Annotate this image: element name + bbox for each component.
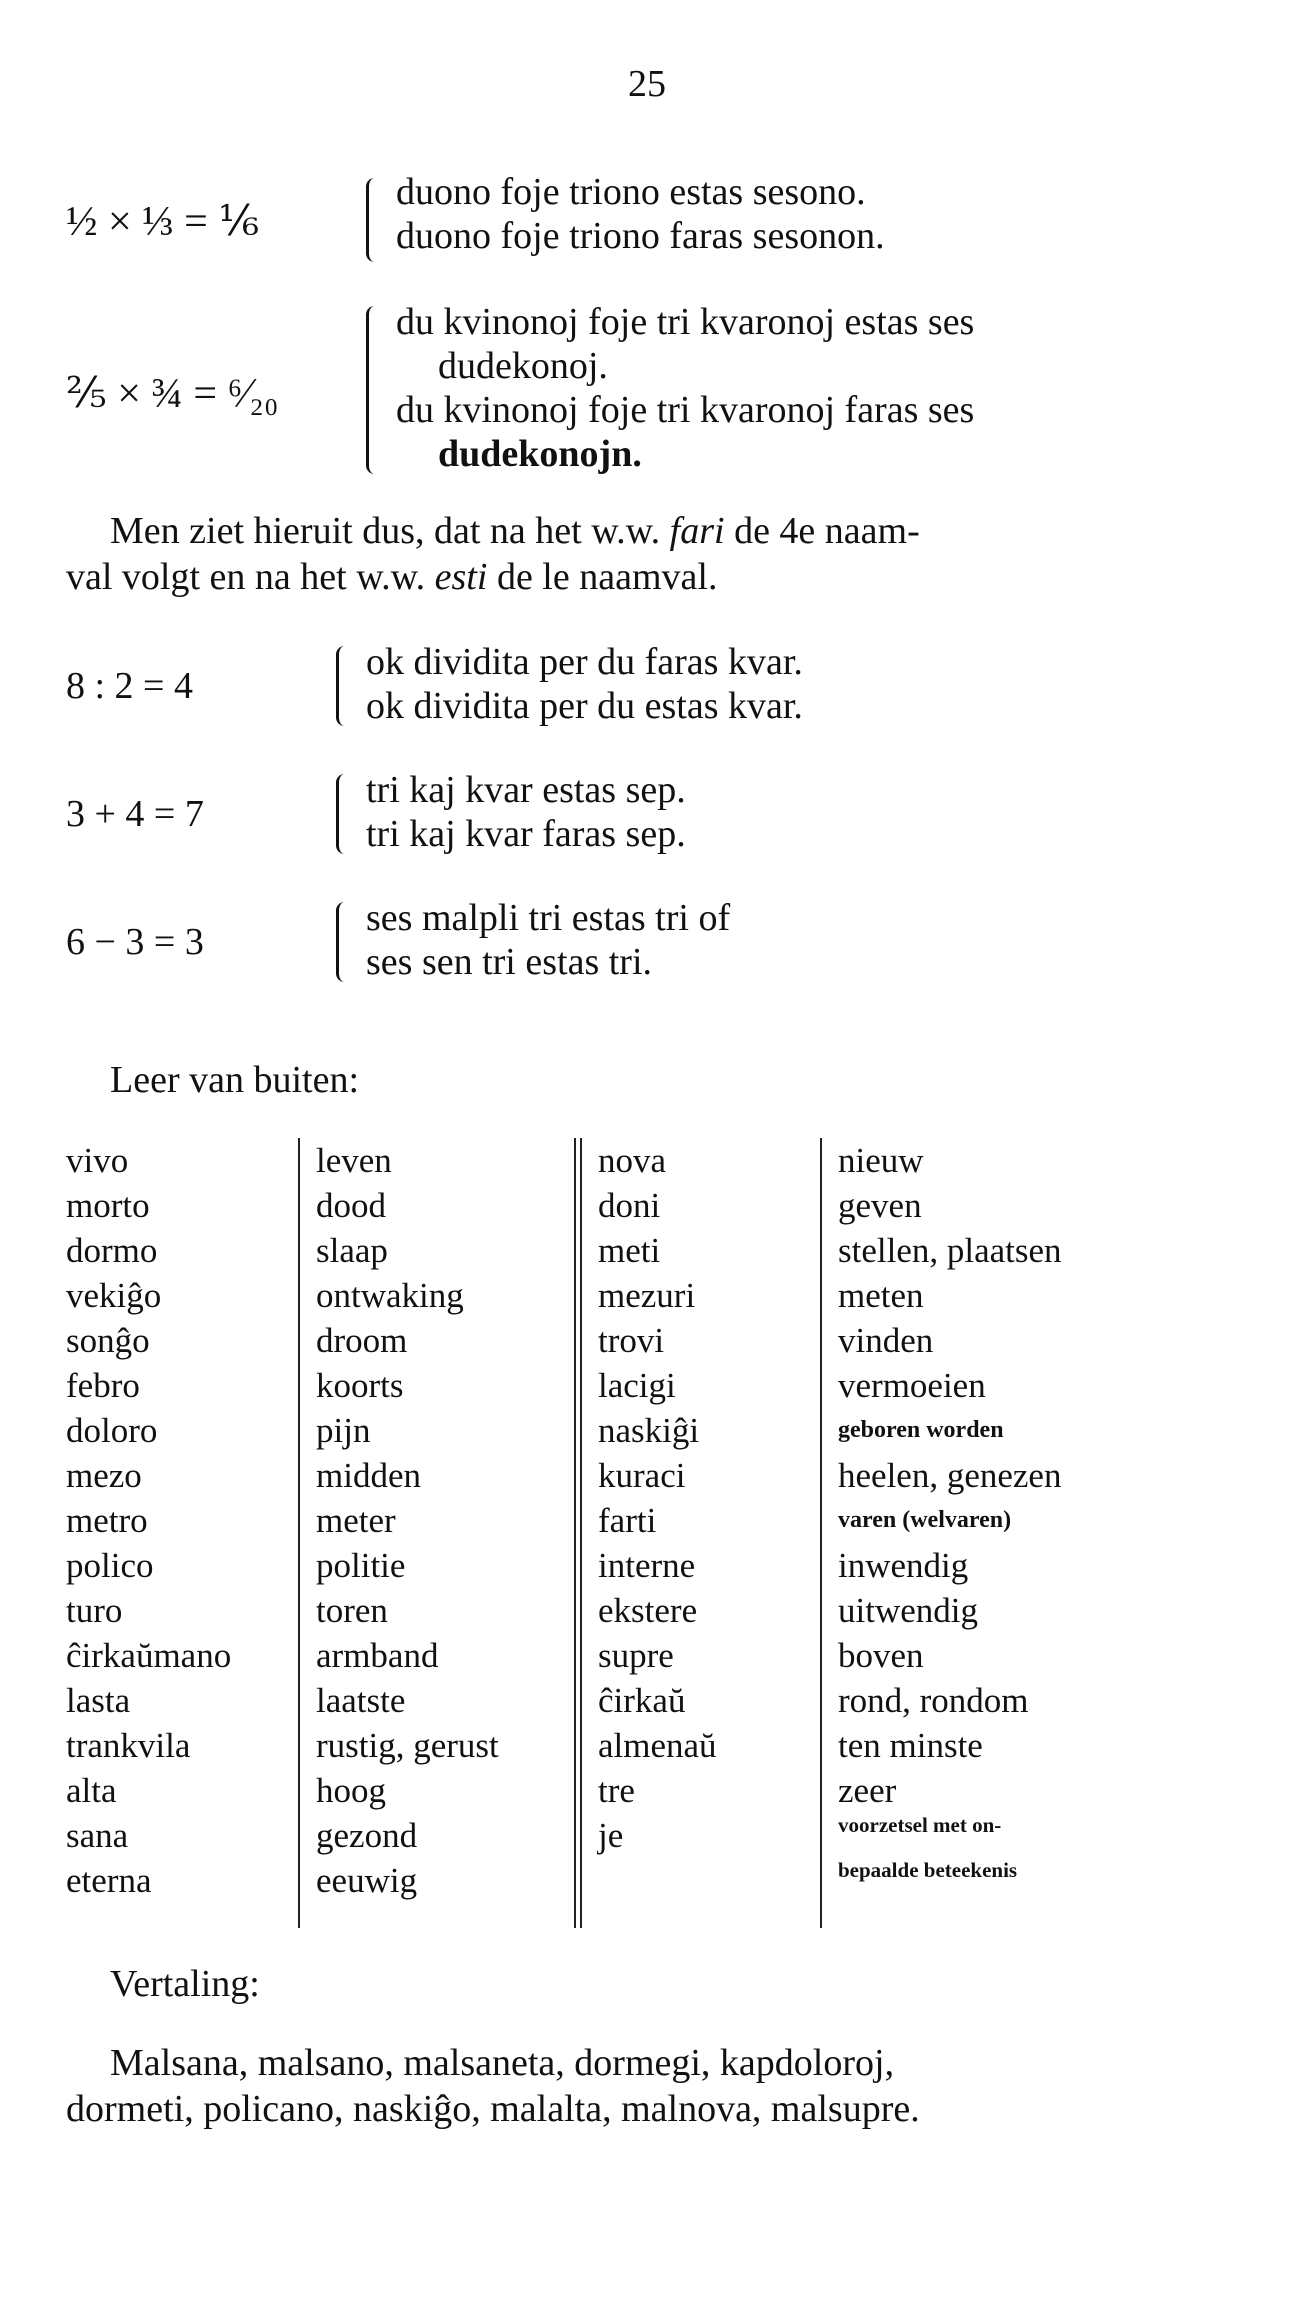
vocab-translation: pijn xyxy=(316,1411,371,1450)
vocab-word: ĉirkaŭmano xyxy=(66,1636,232,1675)
vocab-translation: slaap xyxy=(316,1231,388,1270)
vocab-word: doni xyxy=(598,1186,661,1225)
vocab-word: polico xyxy=(66,1546,154,1585)
equation-line: du kvinonoj foje tri kvaronoj estas ses xyxy=(396,301,975,343)
vocab-word: farti xyxy=(598,1501,657,1540)
vocab-translation: gezond xyxy=(316,1816,418,1855)
equation-line: duono foje triono estas sesono. xyxy=(396,171,866,213)
equation-block-5 xyxy=(66,896,1246,996)
equation-line: duono foje triono faras sesonon. xyxy=(396,215,885,257)
equation-lhs: 3 + 4 = 7 xyxy=(66,793,204,835)
vocab-translation: geboren worden xyxy=(838,1417,1004,1443)
column-divider xyxy=(580,1138,582,1928)
vocab-translation: heelen, genezen xyxy=(838,1456,1062,1495)
translation-heading: Vertaling: xyxy=(110,1963,260,2005)
vocab-word: meti xyxy=(598,1231,661,1270)
vocab-translation: hoog xyxy=(316,1771,386,1810)
vocab-column-dutch-2 xyxy=(838,1138,1258,1882)
vocab-word: alta xyxy=(66,1771,117,1810)
vocab-translation: koorts xyxy=(316,1366,404,1405)
vocab-translation: inwendig xyxy=(838,1546,969,1585)
vocab-word: supre xyxy=(598,1636,674,1675)
vocab-translation: laatste xyxy=(316,1681,406,1720)
vocab-word: trankvila xyxy=(66,1726,191,1765)
equation-lines xyxy=(396,170,885,258)
brace xyxy=(366,178,383,262)
vocab-word: lasta xyxy=(66,1681,131,1720)
equation-lhs: ⅖ × ¾ = ⁶⁄₂₀ xyxy=(66,371,279,417)
equation-line: tri kaj kvar estas sep. xyxy=(366,769,686,811)
paragraph-line-2 xyxy=(66,554,1246,600)
vocab-word: tre xyxy=(598,1771,635,1810)
vocab-word: mezuri xyxy=(598,1276,696,1315)
vocab-translation-line: voorzetsel met on- xyxy=(838,1813,1002,1837)
vocab-word: morto xyxy=(66,1186,150,1225)
vocab-translation: rond, rondom xyxy=(838,1681,1029,1720)
vocab-translation: toren xyxy=(316,1591,388,1630)
vocab-word: naskiĝi xyxy=(598,1411,700,1450)
vocab-translation: boven xyxy=(838,1636,924,1675)
vocab-word: trovi xyxy=(598,1321,665,1360)
vocab-word: metro xyxy=(66,1501,148,1540)
text: de le naamval. xyxy=(487,556,718,598)
equation-line: dudekonoj. xyxy=(438,345,608,387)
vocab-word: doloro xyxy=(66,1411,158,1450)
translation-exercise xyxy=(66,2040,1246,2132)
emphasis: fari xyxy=(669,510,725,552)
vocab-column-esperanto-2 xyxy=(598,1138,838,1858)
vocab-translation-line: bepaalde beteekenis xyxy=(838,1858,1018,1882)
vocab-translation: varen (welvaren) xyxy=(838,1507,1012,1533)
vocab-word: sonĝo xyxy=(66,1321,150,1360)
equation-line: tri kaj kvar faras sep. xyxy=(366,813,686,855)
vocab-translation: meter xyxy=(316,1501,396,1540)
translation-line: dormeti, policano, naskiĝo, malalta, malnova, malsupre. xyxy=(66,2088,920,2130)
vocab-word: interne xyxy=(598,1546,696,1585)
vocab-word: almenaŭ xyxy=(598,1726,717,1765)
vocab-word: kuraci xyxy=(598,1456,686,1495)
equation-line: ok dividita per du faras kvar. xyxy=(366,641,803,683)
vocab-word: nova xyxy=(598,1141,667,1180)
vocab-word: eterna xyxy=(66,1861,152,1900)
brace xyxy=(336,646,353,726)
vocab-translation: ontwaking xyxy=(316,1276,464,1315)
vocab-word: mezo xyxy=(66,1456,142,1495)
brace xyxy=(366,306,383,474)
translation-line: Malsana, malsano, malsaneta, dormegi, kapdoloroj, xyxy=(110,2042,895,2084)
vocab-translation: politie xyxy=(316,1546,406,1585)
equation-block-2 xyxy=(66,300,1246,480)
text: Men ziet hieruit dus, dat na het w.w. xyxy=(110,510,670,552)
vocab-translation: vinden xyxy=(838,1321,934,1360)
vocab-word: je xyxy=(598,1816,624,1855)
equation-lhs: 8 : 2 = 4 xyxy=(66,665,193,707)
vocab-translation: ten minste xyxy=(838,1726,983,1765)
vocab-column-esperanto-1 xyxy=(66,1138,296,1903)
vocab-translation: meten xyxy=(838,1276,924,1315)
vocab-word: ekstere xyxy=(598,1591,698,1630)
column-divider xyxy=(298,1138,300,1928)
equation-line: ses sen tri estas tri. xyxy=(366,941,653,983)
column-divider xyxy=(574,1138,576,1928)
vocab-word: sana xyxy=(66,1816,129,1855)
vocab-word: febro xyxy=(66,1366,140,1405)
vocab-translation: rustig, gerust xyxy=(316,1726,499,1765)
vocab-translation: midden xyxy=(316,1456,421,1495)
vocab-translation: nieuw xyxy=(838,1141,924,1180)
equation-line: ok dividita per du estas kvar. xyxy=(366,685,803,727)
vocab-translation: vermoeien xyxy=(838,1366,986,1405)
text: val volgt en na het w.w. xyxy=(66,556,435,598)
vocab-translation: stellen, plaatsen xyxy=(838,1231,1062,1270)
equation-block-1 xyxy=(66,170,1246,270)
column-divider xyxy=(820,1138,822,1928)
equation-block-4 xyxy=(66,768,1246,868)
equation-lines xyxy=(366,896,730,984)
vocab-translation: droom xyxy=(316,1321,408,1360)
equation-line: dudekonojn. xyxy=(438,433,642,475)
vocab-translation-je xyxy=(838,1813,1258,1882)
equation-block-3 xyxy=(66,640,1246,740)
learn-heading: Leer van buiten: xyxy=(110,1059,360,1101)
equation-lines xyxy=(366,640,803,728)
vocab-translation: uitwendig xyxy=(838,1591,978,1630)
equation-lhs: 6 − 3 = 3 xyxy=(66,921,204,963)
brace xyxy=(336,774,353,854)
vocab-translation: zeer xyxy=(838,1771,897,1810)
equation-lhs: ½ × ⅓ = ⅙ xyxy=(66,199,260,245)
equation-lines xyxy=(396,300,974,476)
explanation-paragraph xyxy=(66,508,1246,600)
emphasis: esti xyxy=(434,556,488,598)
vocab-translation: geven xyxy=(838,1186,922,1225)
vocab-word: lacigi xyxy=(598,1366,676,1405)
equation-line: ses malpli tri estas tri of xyxy=(366,897,731,939)
equation-line: du kvinonoj foje tri kvaronoj faras ses xyxy=(396,389,975,431)
page-number: 25 xyxy=(628,63,666,105)
vocab-translation: armband xyxy=(316,1636,439,1675)
vocab-word: vekiĝo xyxy=(66,1276,162,1315)
vocab-word: ĉirkaŭ xyxy=(598,1681,686,1720)
brace xyxy=(336,902,353,982)
vocab-translation: eeuwig xyxy=(316,1861,418,1900)
vocab-word: vivo xyxy=(66,1141,129,1180)
paragraph-line-1 xyxy=(66,508,1246,554)
text: de 4e naam- xyxy=(724,510,920,552)
vocab-translation: dood xyxy=(316,1186,386,1225)
equation-lines xyxy=(366,768,686,856)
vocab-word: dormo xyxy=(66,1231,158,1270)
vocab-translation: leven xyxy=(316,1141,392,1180)
vocab-word: turo xyxy=(66,1591,123,1630)
